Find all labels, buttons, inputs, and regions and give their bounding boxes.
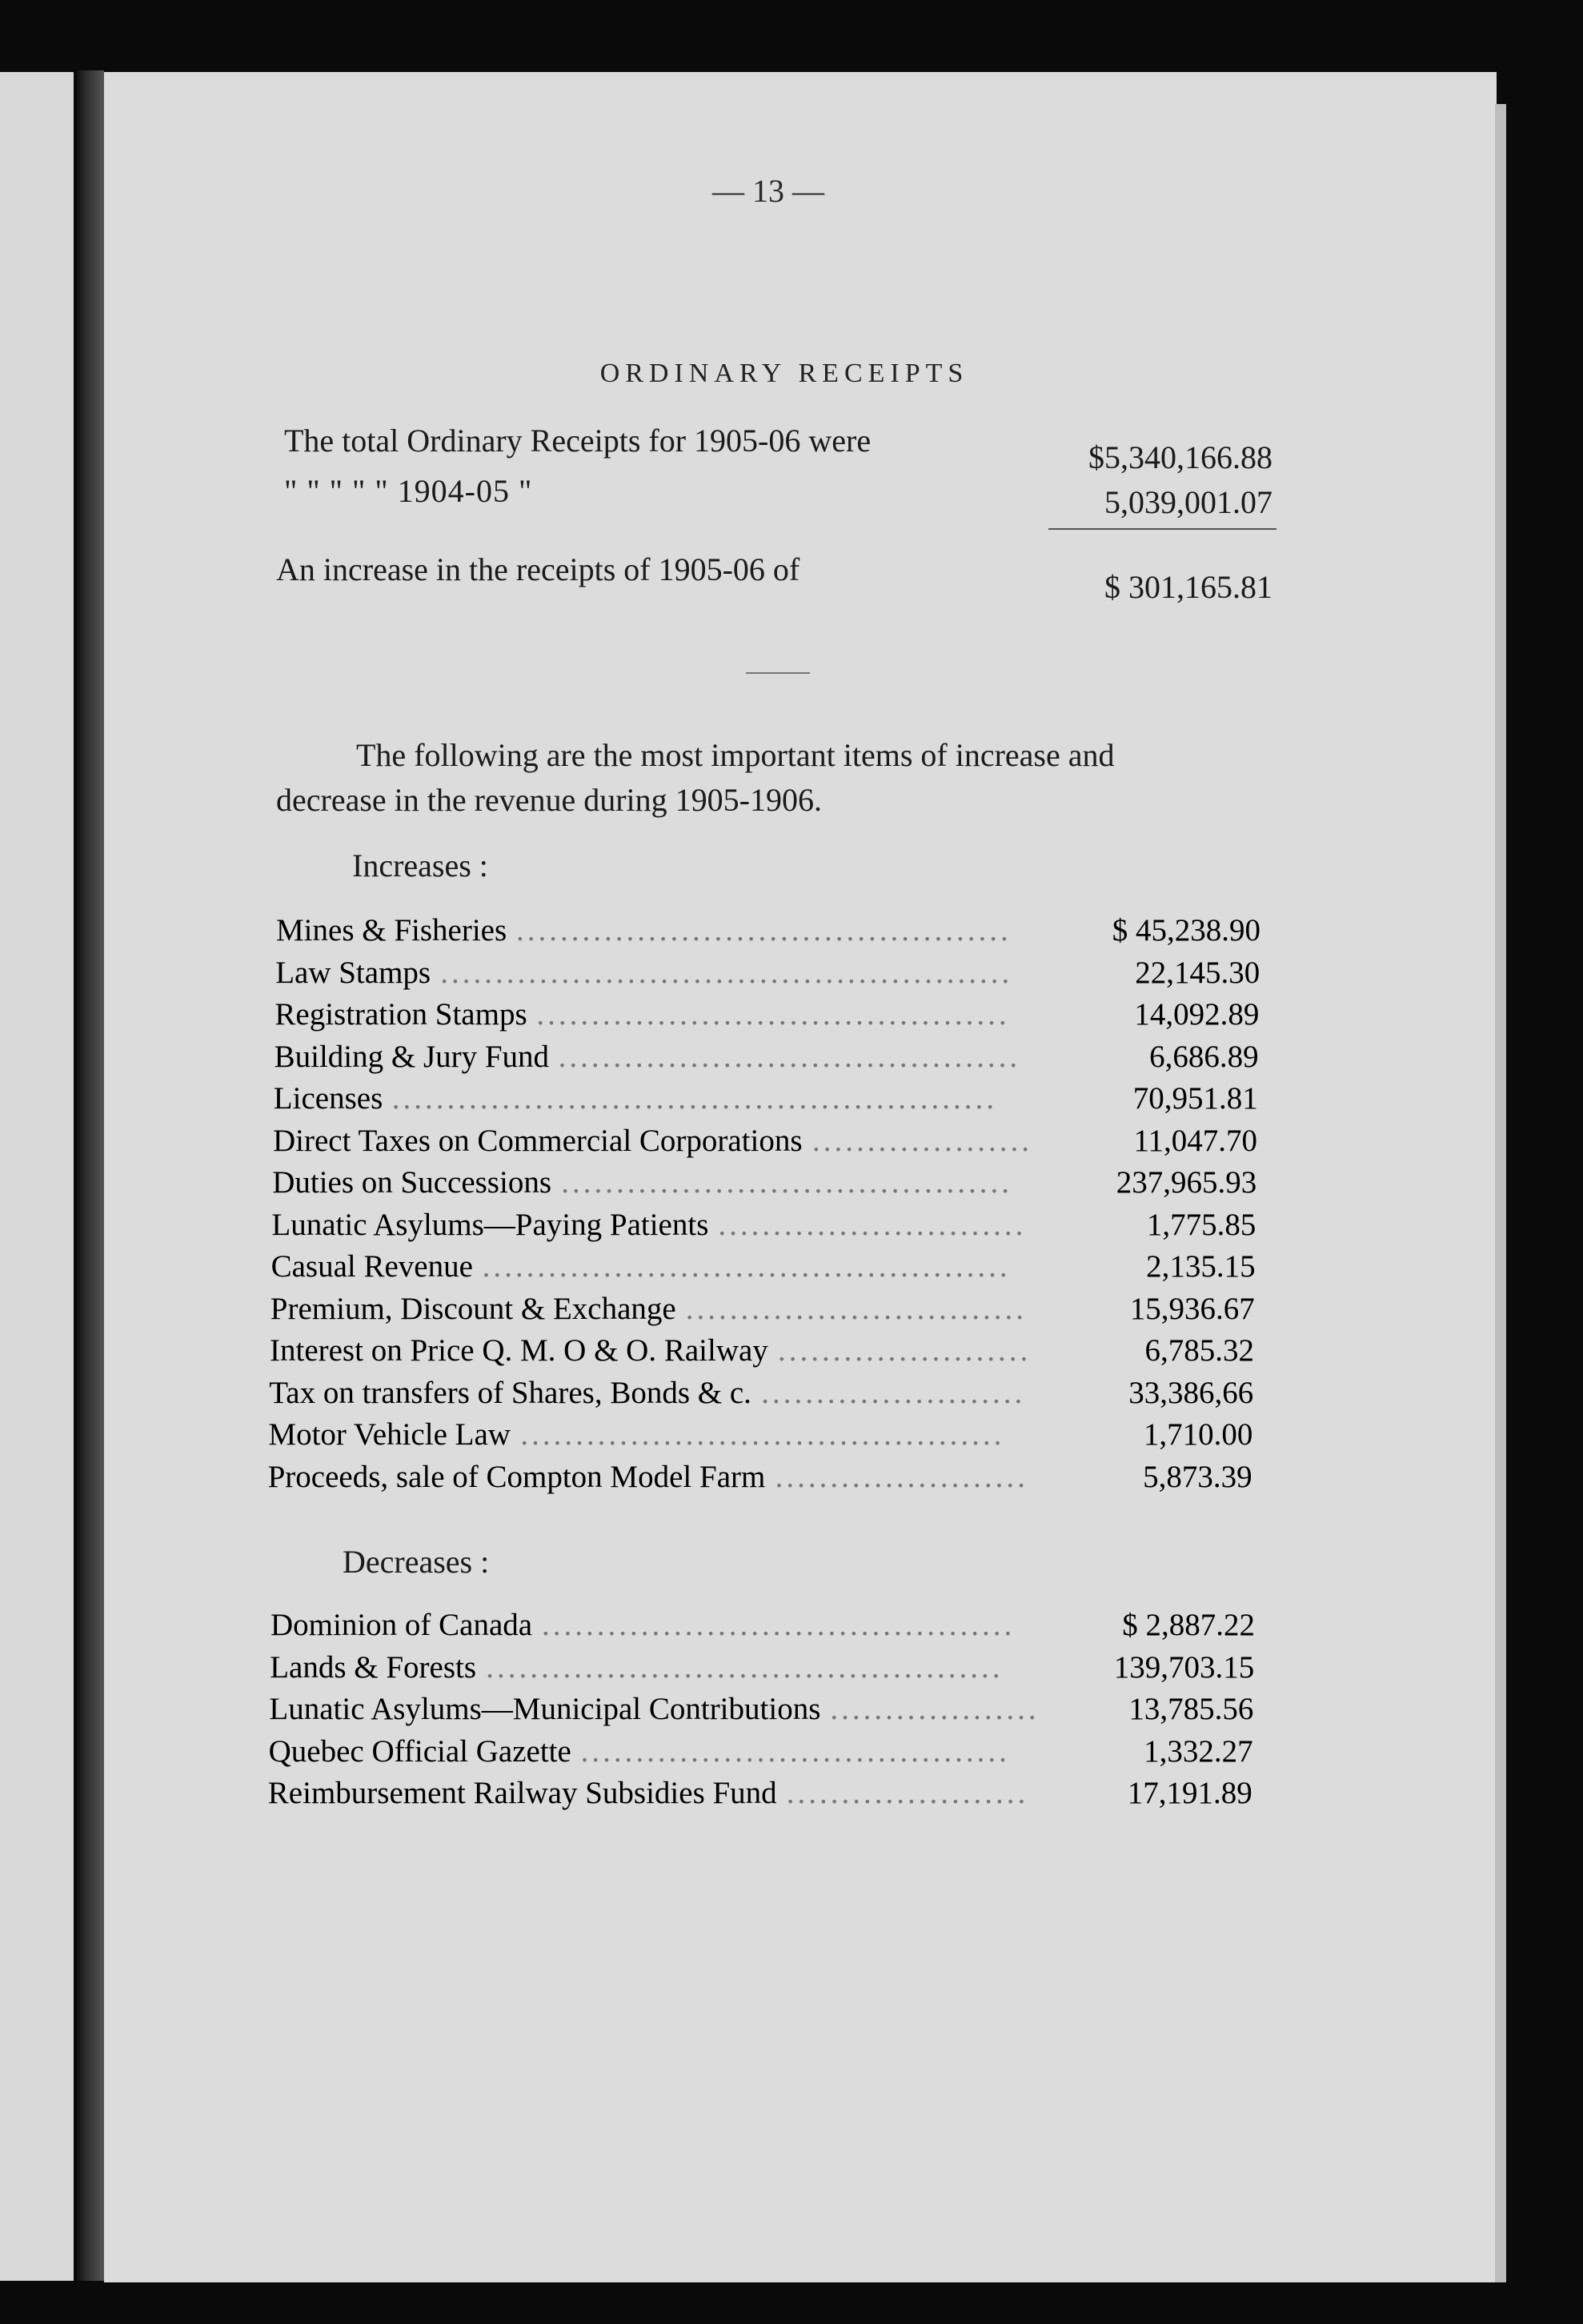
list-item	[269, 1691, 1254, 1733]
summary-row-1-amount: $5,340,166.88	[1088, 439, 1272, 475]
leader-dots: ...............................................	[486, 1649, 1004, 1685]
list-item	[272, 1164, 1257, 1206]
item-amount: 2,135.15	[1146, 1249, 1256, 1284]
list-item	[276, 912, 1260, 954]
page-edge-shadow	[1495, 104, 1506, 2282]
intro-line-2: decrease in the revenue during 1905-1906.	[276, 782, 822, 818]
item-amount: 1,775.85	[1146, 1207, 1256, 1242]
item-amount: 1,710.00	[1143, 1417, 1253, 1452]
section-heading: ORDINARY RECEIPTS	[599, 359, 969, 388]
leader-dots: ....................................................	[440, 955, 1013, 990]
item-label: Registration Stamps	[275, 997, 527, 1032]
list-item	[269, 1375, 1254, 1416]
item-label: Premium, Discount & Exchange	[270, 1291, 676, 1326]
list-item	[270, 1649, 1255, 1691]
book-spine	[77, 70, 104, 2281]
leader-dots: ...........................................	[536, 997, 1010, 1032]
leader-dots: .............................................	[516, 913, 1012, 948]
item-label: Reimbursement Railway Subsidies Fund	[267, 1776, 777, 1810]
item-amount: 22,145.30	[1135, 955, 1260, 990]
item-amount: 17,191.89	[1127, 1776, 1252, 1810]
item-label: Proceeds, sale of Compton Model Farm	[267, 1459, 766, 1494]
item-label: Interest on Price Q. M. O & O. Railway	[270, 1333, 768, 1368]
list-item	[271, 1607, 1255, 1649]
summary-row-1-label: The total Ordinary Receipts for 1905-06 were	[284, 423, 872, 459]
leader-dots: .......................................	[580, 1733, 1010, 1769]
item-amount: 237,965.93	[1116, 1165, 1257, 1200]
item-label: Casual Revenue	[271, 1249, 473, 1284]
item-label: Mines & Fisheries	[276, 913, 507, 948]
leader-dots: ...................	[830, 1692, 1040, 1726]
leader-dots: ........................	[761, 1375, 1026, 1410]
item-amount: 70,951.81	[1132, 1081, 1258, 1116]
leader-dots: ......................	[786, 1776, 1029, 1810]
list-item	[271, 1248, 1256, 1290]
leader-dots: .......................................................	[391, 1081, 998, 1116]
item-amount: 13,785.56	[1128, 1692, 1254, 1726]
item-amount: 15,936.67	[1129, 1291, 1255, 1326]
item-label: Tax on transfers of Shares, Bonds & c.	[269, 1375, 751, 1410]
list-item	[268, 1416, 1253, 1458]
item-amount: 139,703.15	[1113, 1649, 1255, 1685]
item-amount: 5,873.39	[1143, 1459, 1252, 1494]
list-item	[273, 1080, 1258, 1122]
increases-heading: Increases :	[352, 847, 488, 884]
list-item	[275, 996, 1260, 1038]
item-label: Law Stamps	[275, 955, 431, 990]
summary-row-2-amount: 5,039,001.07	[1104, 484, 1272, 520]
page-number: — 13 —	[712, 173, 824, 209]
item-label: Lunatic Asylums—Paying Patients	[271, 1207, 709, 1242]
item-amount: 14,092.89	[1134, 997, 1260, 1032]
list-item	[270, 1332, 1254, 1374]
leader-dots: ...........................................	[542, 1608, 1016, 1642]
item-amount: 6,686.89	[1149, 1039, 1259, 1074]
leader-dots: .......................	[775, 1459, 1028, 1494]
leader-dots: ...............................	[685, 1291, 1028, 1326]
item-label: Direct Taxes on Commercial Corporations	[273, 1123, 803, 1158]
item-label: Dominion of Canada	[271, 1608, 533, 1642]
leader-dots: ..........................................	[558, 1039, 1021, 1074]
summary-row-3-label: An increase in the receipts of 1905-06 of	[276, 551, 800, 587]
facing-page-edge	[0, 72, 74, 2281]
intro-line-1: The following are the most important items of increase and	[356, 737, 1115, 773]
leader-dots: ............................................	[520, 1417, 1005, 1452]
item-label: Quebec Official Gazette	[268, 1733, 571, 1769]
list-item	[267, 1459, 1252, 1501]
item-amount: 33,386,66	[1128, 1375, 1254, 1410]
item-amount: 1,332.27	[1144, 1733, 1253, 1769]
item-amount: $ 45,238.90	[1112, 913, 1260, 948]
item-label: Lands & Forests	[270, 1649, 477, 1685]
summary-rule	[1048, 528, 1276, 530]
item-label: Licenses	[273, 1081, 383, 1116]
item-amount: $ 2,887.22	[1122, 1608, 1255, 1642]
section-divider	[746, 672, 810, 674]
list-item	[271, 1207, 1256, 1248]
leader-dots: ................................................	[482, 1249, 1011, 1284]
list-item	[268, 1733, 1253, 1775]
leader-dots: .........................................	[561, 1165, 1012, 1200]
leader-dots: .......................	[778, 1333, 1032, 1368]
summary-row-3-amount: $ 301,165.81	[1104, 569, 1272, 605]
list-item	[273, 1123, 1257, 1164]
leader-dots: ....................	[812, 1123, 1032, 1158]
leader-dots: ............................	[718, 1207, 1027, 1242]
summary-row-2-label: " " " " " 1904-05 "	[284, 473, 533, 509]
list-item	[267, 1775, 1252, 1817]
item-label: Building & Jury Fund	[274, 1039, 550, 1074]
list-item	[270, 1291, 1255, 1332]
item-amount: 6,785.32	[1144, 1333, 1254, 1368]
item-label: Lunatic Asylums—Municipal Contributions	[269, 1692, 821, 1726]
item-label: Motor Vehicle Law	[268, 1417, 511, 1452]
decreases-heading: Decreases :	[343, 1544, 490, 1580]
list-item	[275, 955, 1260, 996]
item-amount: 11,047.70	[1133, 1123, 1257, 1158]
list-item	[274, 1039, 1259, 1080]
item-label: Duties on Successions	[272, 1165, 551, 1200]
